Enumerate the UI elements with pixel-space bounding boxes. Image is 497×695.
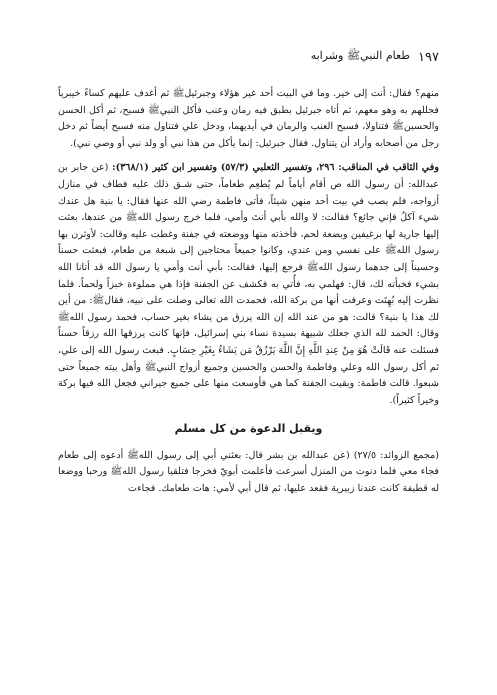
section-heading: ويقبل الدعوة من كل مسلم [174, 422, 323, 436]
page-number: ١٩٧ [418, 49, 439, 65]
running-title: طعام النبيﷺ وشرابه [310, 49, 411, 62]
citation-lead: (مجمع الزوائد: ٢٧/٥) [349, 449, 440, 461]
page-body [58, 86, 439, 498]
paragraph: منهم؟ فقال: أنت إلى خير. وما في البيت أحد غير هؤلاء وجبرئيلﷺ ثم أغدف عليهم كساءً خيبرياً فجللهم به وهو معهم، ثم أتاه جبرئيل بطبق فيه رمان وعنب فأكل النبيﷺ فسبح، ثم أكل الحسن والحسينﷺ فتناولا، فسبح العنب والرمان في أيديهما، ودخل علي فتناول منه فسبح أيضاً ثم دخل رجل من أصحابه وأراد أن يتناول. فقال جبرئيل: إنما يأكل من هذا نبي أو ولد نبي أو وصي نبي). [58, 88, 439, 149]
paragraph-text: (عن جابر بن عبدالله: أن رسول الله ص أقام أياماً لم يُطعِم طعاماً، حتى شـق ذلك عليه فطاف في منازل أزواجه، فلم يصب في بيت أحد منهن شيئاً، فأتى فاطمة رضي الله عنها فقال: يا بنية هل عندك شيء آكلُ فإني جائع؟ فقالت: لا والله بأبي أنتَ وأمي، فلما خرج رسول اللهﷺ من عندها، بعثت إليها جارية لها برغيفين وبضعة لحم، فأخذته منها ووضعته في جفنة وغطت عليه وقالت: لأوثرن بها رسول اللهﷺ على نفسي ومن عندي، وكانوا جميعاً محتاجين إلى شبعة من طعام، فبعثت حسناً وحسيناً إلى جدهما رسول اللهﷺ فرجع إليها، فقالت: بأبي أنت وأمي يا رسول الله قد أتانا الله بشيء فخبأته لك، قال: فهلمي به، فأُتي به فكشف عن الجفنة فإذا هي مملوءة خبزاً ولحماً. فلما نظرت إليه بُهِتَت وعرفت أنها من بركة الله، فحمدت الله تعالى وصلت على نبيه، فقالﷺ: من أين لك هذا يا بنية؟ قالت: هو من عند الله إن الله يرزق من يشاء بغير حساب، فحمد رسول اللهﷺ وقال: الحمد لله الذي جعلك شبيهة بسيدة نساء بني إسرائيل، فإنها كانت يرزقها الله رزقاً حسناً فسئلت عنه قَالَتْ هُوَ مِنْ عِندِ اللَّهِ إِنَّ اللَّهَ يَرْزُقُ مَن يَشَاءُ بِغَيْرِ حِسَابٍ. فبعث رسول الله إلى علي، ثم أكل رسول الله وعلي وفاطمة والحسن والحسين وجميع أزواج النبيﷺ وأهل بيته جميعاً حتى شبعوا. قالت فاطمة: وبقيت الجفنة كما هي فأوسعت منها على جميع جيراني فجعل الله فيها بركة وخيراً كثيراً). [58, 162, 439, 406]
paragraph [58, 160, 439, 409]
paragraph [58, 448, 439, 498]
page-header [58, 46, 439, 68]
paragraph-text: (عن عبدالله بن بشر قال: بعثني أبي إلى رسول اللهﷺ أدعوه إلى طعام فجاء معي فلما دنوت من المنزل أسرعت فأعلمت أبويّ فخرجا فتلقيا رسول اللهﷺ ورحبا ووضعا له قطيفة كانت عندنا زبيرية فقعد عليها، ثم قال أبي لأمي: هات طعامك. فجاءت [58, 449, 439, 495]
citation-lead: وفي الثاقب في المناقب: ٢٩٦، وتفسير الثعلبي (٥٧/٣) وتفسير ابن كثير (٣٦٨/١): [108, 162, 439, 174]
